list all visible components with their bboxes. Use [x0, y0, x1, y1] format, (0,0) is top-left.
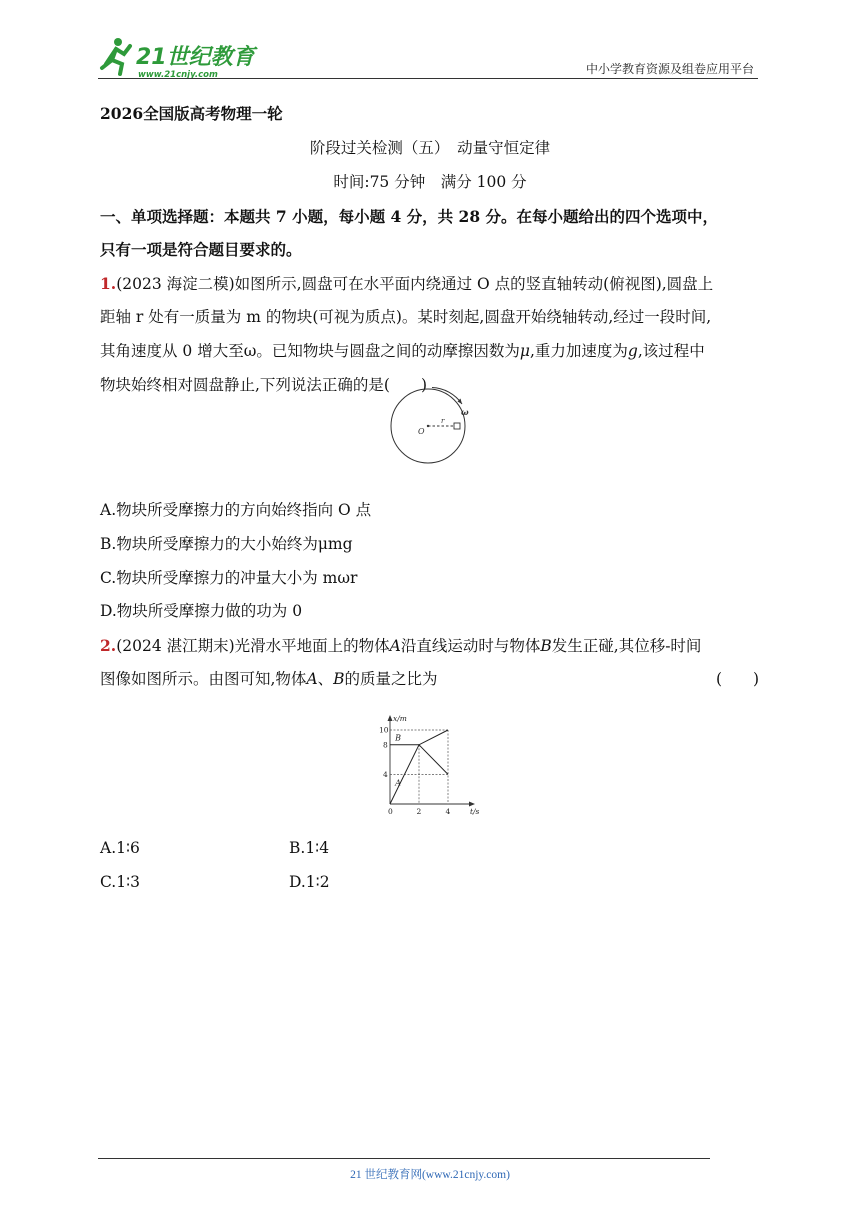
q1-g: g: [627, 342, 638, 360]
section-heading-line2: 只有一项是符合题目要求的。: [100, 240, 302, 259]
series-label-B: B: [395, 733, 401, 743]
footer-text: 21 世纪教育网(www.21cnjy.com): [350, 1169, 510, 1181]
omega-label: ω: [461, 407, 469, 417]
x-tick-4: 4: [445, 807, 451, 816]
doc-title: 阶段过关检测（五） 动量守恒定律: [309, 139, 551, 157]
q1-line1: [100, 274, 713, 294]
doc-meta: 时间:75 分钟 满分 100 分: [333, 173, 527, 191]
q1-mu: μ: [519, 342, 530, 360]
y-axis-arrow: [388, 715, 393, 721]
q2-option-d: D.1∶2: [289, 873, 330, 891]
block: [454, 423, 460, 429]
graph-axes: [388, 715, 476, 807]
q1-text3b: ,重力加速度为: [529, 342, 628, 360]
header-divider: [98, 78, 758, 79]
q2-option-c: C.1∶3: [100, 873, 140, 891]
graph-labels: [379, 714, 480, 816]
q2-line2: [100, 669, 438, 689]
logo-url: www.21cnjy.com: [138, 70, 218, 80]
y-axis-label: x/m: [393, 714, 407, 723]
q2-option-a: A.1∶6: [100, 839, 140, 857]
x-axis-arrow: [469, 802, 475, 807]
y-tick-4: 4: [383, 769, 388, 779]
y-tick-10: 10: [379, 725, 389, 735]
q1-number: 1.: [100, 274, 117, 293]
runner-icon: [102, 38, 130, 74]
footer-divider: [98, 1158, 710, 1159]
series-title: 2026全国版高考物理一轮: [100, 104, 283, 123]
q1-line4: 物块始终相对圆盘静止,下列说法正确的是( ): [100, 376, 428, 394]
q2-text2a: 图像如图所示。由图可知,物体: [100, 670, 307, 688]
q2-option-b: B.1∶4: [289, 839, 330, 857]
q1-option-d: D.物块所受摩擦力做的功为 0: [100, 602, 303, 620]
logo-text: 21世纪教育: [136, 45, 255, 70]
q2-answer-paren: ( ): [716, 670, 760, 688]
q2-text1b: 沿直线运动时与物体: [400, 637, 541, 655]
series-label-A: A: [395, 778, 401, 788]
site-logo: [98, 34, 258, 80]
q1-line3: [100, 341, 705, 361]
radius-label: r: [441, 417, 445, 425]
q1-line2: 距轴 r 处有一质量为 m 的物块(可视为质点)。某时刻起,圆盘开始绕轴转动,经过一段时间,: [100, 308, 712, 326]
y-tick-8: 8: [383, 740, 388, 750]
xt-graph: [360, 702, 486, 824]
x-axis-label: t/s: [470, 807, 480, 816]
q1-text3a: 其角速度从 0 增大至ω。已知物块与圆盘之间的动摩擦因数为: [100, 342, 520, 360]
q1-text3c: ,该过程中: [637, 342, 705, 360]
q2-body-b2: B: [333, 670, 345, 688]
center-label: O: [418, 427, 425, 436]
q2-body-a: A: [389, 637, 401, 655]
disk-figure: [388, 384, 472, 468]
q2-text1c: 发生正碰,其位移-时间: [551, 637, 702, 655]
q1-option-b: B.物块所受摩擦力的大小始终为μmg: [100, 535, 353, 553]
section-heading-line1: 一、单项选择题：本题共 7 小题，每小题 4 分，共 28 分。在每小题给出的四个选项中，: [100, 207, 719, 226]
x-tick-2: 2: [416, 807, 422, 816]
q2-text2b: 的质量之比为: [344, 670, 438, 688]
header-platform-text: 中小学教育资源及组卷应用平台: [585, 62, 754, 76]
q2-number: 2.: [100, 636, 117, 655]
q1-text1: (2023 海淀二模)如图所示,圆盘可在水平面内绕通过 O 点的竖直轴转动(俯视图),圆盘上: [116, 275, 714, 293]
q2-body-a2: A: [306, 670, 318, 688]
q2-line1: [100, 636, 701, 656]
q1-option-a: A.物块所受摩擦力的方向始终指向 O 点: [100, 501, 372, 519]
q2-sep: 、: [317, 670, 334, 688]
q2-body-b: B: [540, 637, 552, 655]
x-tick-0: 0: [388, 807, 393, 816]
q1-option-c: C.物块所受摩擦力的冲量大小为 mωr: [100, 569, 358, 587]
q2-text1a: (2024 湛江期末)光滑水平地面上的物体: [116, 637, 390, 655]
